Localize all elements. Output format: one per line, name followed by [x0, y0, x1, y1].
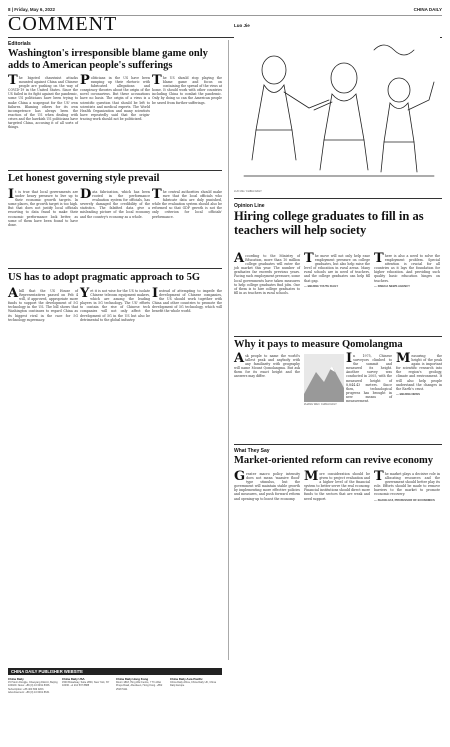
footer-col1-text: 15 Huixin Dongjie, Chaoyang District, Beijing 100029. News: +86 (0) 10 6491 8366. Subscription: +86 400 699 0203. Advertisement: +86 (0) 10 6491 8631 — [8, 681, 58, 694]
editorial-2-column-1 — [8, 187, 78, 228]
opinion-column-2 — [304, 251, 370, 288]
qomolangma-headline: Why it pays to measure Qomolangma — [234, 339, 403, 350]
editorial-2-text-3: The central authorities should make sure that the local officials who fabricate data are duly punished, while the evaluation system should also be reformed so that GDP growth is not the only criterion for local officials' performance. — [152, 187, 222, 219]
editorial-1-column-1 — [8, 73, 78, 130]
qomolangma-column-3 — [396, 351, 442, 396]
qomolangma-column-1 — [234, 351, 300, 380]
section-title: COMMENT — [8, 13, 118, 35]
cartoon-label: Luo Jie — [234, 23, 250, 28]
market-text-2: More consideration should be given to project evaluation and a higher level of the financial system to better serve the real economy. Financial institutions should direct more funds to the sectors that are weak and need support. — [304, 469, 370, 501]
masthead-brand: CHINA DAILY — [413, 7, 442, 12]
editorial-3-column-2 — [80, 286, 150, 323]
footer-china-daily-hk — [116, 678, 166, 691]
editorial-2-column-2 — [80, 187, 150, 220]
footer-col1-title: China Daily — [8, 677, 24, 681]
footer-china-daily — [8, 678, 58, 694]
opinion-signature-1: — BEIJING YOUTH DAILY — [304, 283, 339, 288]
opinion-column-3 — [374, 251, 440, 288]
cartoon-divider — [234, 198, 442, 199]
page-number: 8 | Friday, May 6, 2022 — [8, 7, 55, 12]
editorial-1-text-1: The bigoted chauvinist attacks mounted against China and Chinese people are pushing on the way of COVID-19 in the United States. Since the US failed in its fight against the pandemic, some US politicians have been trying to make China a scapegoat for the US' own failures. Blaming others for its own incompetence has always been the reaction of the US when dealing with crises and the hawkish US politicians have targeted China, accusing it of all sorts of things. — [8, 73, 78, 130]
market-signature: — ZHANG HUI, PROFESSOR OF ECONOMICS — [374, 497, 435, 502]
cartoon-credit: LUO JIE / CHINA DAILY — [234, 190, 262, 193]
market-column-3 — [374, 469, 440, 502]
qomolangma-text-1: Ask people to name the world's tallest peak and anybody with any familiarity with geography will name Mount Qomolangma. But ask them for its exact height and the answers may differ. — [234, 351, 300, 379]
editorial-1-headline: Washington's irresponsible blame game only adds to American people's sufferings — [8, 48, 208, 71]
opinion-headline: Hiring college graduates to fill in as teachers will help society — [234, 209, 424, 237]
qomolangma-photo — [304, 354, 344, 402]
editorial-1-text-2: Politicians in the US have been ramping up their rhetoric with fabricated allegations and conspiracy theories about the origin of the novel coronavirus. But these accusations have no basis. The origin of a virus is a scientific question that should be left to scientists and medical experts. The World Health Organization and many scientists have repeatedly said that the origin-tracing work should not be politicized. — [80, 73, 150, 121]
what-they-say-label: What They Say — [234, 448, 270, 454]
editorial-1-column-2 — [80, 73, 150, 122]
market-text-1: Greater macro policy intensity does not mean 'massive flood' type stimulus, but the government will maintain stable growth by implementing more effective policies and measures, and push forward reform and opening-up to boost the economy. — [234, 469, 300, 501]
column-divider — [228, 40, 229, 660]
qomolangma-column-2 — [346, 351, 392, 404]
footer-china-daily-asia — [170, 678, 222, 688]
footer-col4-text: China Daily Africa, China Daily UK, China Daily Europe — [170, 681, 216, 688]
footer-col3-text: Room 1818, Hing Wai Centre, 7 Tin Wan Praya Road, Aberdeen, Hong Kong. +852 2518 5111 — [116, 681, 163, 691]
opinion-column-1 — [234, 251, 300, 296]
editorials-label: Editorials — [8, 41, 31, 47]
editorial-3-column-3 — [152, 286, 222, 315]
market-text-3: The market plays a decisive role in allocating resources and the government should better play its role. Efforts should be made to remove barriers to the market to promote economic recovery. — [374, 469, 440, 497]
market-column-2 — [304, 469, 370, 502]
opinion-signature-2: — XINHUA NEWS AGENCY — [374, 283, 410, 288]
editorial-3-text-1: Abill that the US House of Representatives passed on Feb 4 will, if approved, appropriate more funds to support the development of 5G technology in the US. The bill shows that Washington continues to regard China as its biggest rival in the race for 5G technology supremacy. — [8, 286, 78, 322]
editorial-3-text-3: Instead of attempting to impede the development of Chinese companies, the US should work together with China and other countries to promote the development of 5G technology, which will benefit the whole world. — [152, 286, 222, 314]
editorial-3-text-2: Yet it is not wise for the US to isolate Chinese telecom equipment makers, which are among the leading players in 5G technology. The US' efforts to contain the rise of Chinese tech companies will not only affect the development of 5G in the US but also be detrimental to the global industry. — [80, 286, 150, 322]
qomolangma-divider — [234, 444, 442, 445]
footer-col3-title: China Daily Hong Kong — [116, 677, 149, 681]
market-column-1 — [234, 469, 300, 502]
footer-col2-text: 1500 Broadway, Suite 2800, New York, NY 10036. +1 212 537 8888 — [62, 681, 110, 688]
opinion-line-label: Opinion Line — [234, 203, 265, 209]
qomolangma-photo-credit: ZHANG WEI / CHINA DAILY — [304, 403, 337, 406]
editorial-2-text-1: It is true that local governments are under heavy pressure to live up to their economic growth targets. In some places, the growth target is too high. But that does not justify local officials resorting to data fraud to make their economic performance look better, as some of them have been found to have done. — [8, 187, 78, 227]
footer-col2-title: China Daily USA — [62, 677, 85, 681]
editorial-3-headline: US has to adopt pragmatic approach to 5G — [8, 272, 201, 283]
qomolangma-text-2: In 1975, Chinese surveyors climbed to the summit and measured its height. Another survey was conducted in 2005, with the measured height of 8,844.43 meters. Since then, technological progress has brought in new means of measurement. — [346, 351, 392, 404]
editorial-divider-1 — [8, 170, 222, 171]
opinion-text-2: The move will not only help ease employment pressure on college graduates, but also help raise the level of education in rural areas. Many rural schools are in need of teachers, and the college graduates can help fill that gap. — [304, 251, 370, 283]
editorial-2-text-2: Data fabrication, which has been rooted in the performance evaluation system for officials, has severely damaged the credibility of the statistics. The falsified data give a misleading picture of the local economy and the country's economy as a whole. — [80, 187, 150, 219]
editorial-2-headline: Let honest governing style prevail — [8, 173, 160, 184]
editorial-divider-2 — [8, 268, 222, 269]
footer-col4-title: China Daily Asia Pacific — [170, 677, 203, 681]
footer-bar: CHINA DAILY PUBLISHER WEBSITE — [8, 668, 222, 675]
qomolangma-signature: — BEIJING NEWS — [396, 391, 420, 396]
market-headline: Market-oriented reform can revive economy — [234, 455, 434, 466]
qomolangma-text-3: Measuring the height of the peak again is important for scientific research into the region's geology, climate and environment. It will also help people understand the changes in the Earth's crust. — [396, 351, 442, 391]
mountain-icon — [304, 354, 344, 402]
opinion-text-3: There is also a need to solve the employment problem. Special attention is crucial for all countries as it lays the foundation for higher education. And providing such quality basic education hinges on teachers. — [374, 251, 440, 283]
footer-china-daily-usa — [62, 678, 112, 688]
opinion-text-1: According to the Ministry of Education, more than 10 million college graduates will enter the job market this year. The number of graduates far exceeds previous years. Facing such employment pressure, some local governments have taken measures to help college graduates find jobs. One of them is to hire college graduates to fill in as teachers in rural schools. — [234, 251, 300, 295]
cartoon-drawing — [234, 30, 440, 188]
editorial-1-text-3: The US should stop playing the blame game and focus on containing the spread of the virus at home. It should work with other countries including China to combat the pandemic. Only by doing so can the American people be saved from further sufferings. — [152, 73, 222, 105]
editorial-2-column-3 — [152, 187, 222, 220]
editorial-3-column-1 — [8, 286, 78, 323]
opinion-divider — [234, 336, 442, 337]
editorial-1-column-3 — [152, 73, 222, 106]
editorial-cartoon — [234, 30, 440, 188]
